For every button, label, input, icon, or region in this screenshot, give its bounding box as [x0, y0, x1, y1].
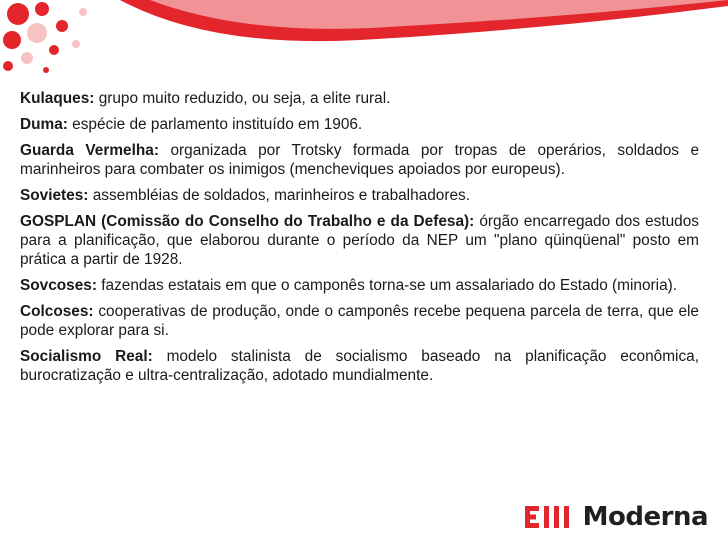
- term: Kulaques:: [20, 90, 95, 107]
- decor-circle: [27, 23, 47, 43]
- decor-circle: [49, 45, 59, 55]
- glossary-entry-duma: [20, 115, 699, 134]
- term: Colcoses:: [20, 303, 94, 320]
- decor-circle: [21, 52, 33, 64]
- decor-circle: [79, 8, 87, 16]
- decor-circle: [35, 2, 49, 16]
- definition: cooperativas de produção, onde o camponês recebe pequena parcela de terra, que ele pode explorar para si.: [20, 303, 699, 339]
- term: GOSPLAN (Comissão do Conselho do Trabalho e da Defesa):: [20, 213, 475, 230]
- glossary-entry-gosplan: [20, 212, 699, 269]
- logo-wordmark: Moderna: [582, 502, 708, 532]
- moderna-logo: [525, 502, 708, 532]
- term: Guarda Vermelha:: [20, 142, 159, 159]
- glossary-entry-sovcoses: [20, 276, 699, 295]
- glossary: [20, 89, 699, 392]
- glossary-entry-guarda-vermelha: [20, 141, 699, 179]
- definition: fazendas estatais em que o camponês torna-se um assalariado do Estado (minoria).: [101, 277, 678, 294]
- term: Socialismo Real:: [20, 348, 153, 365]
- term: Duma:: [20, 116, 68, 133]
- glossary-entry-colcoses: [20, 302, 699, 340]
- definition: assembléias de soldados, marinheiros e trabalhadores.: [92, 187, 470, 204]
- decor-circle: [7, 3, 29, 25]
- definition: órgão encarregado dos estudos para a planificação, que elaborou durante o período da NEP um "plano qüinqüenal" posto em prática a partir de 1928.: [20, 213, 699, 268]
- term: Sovietes:: [20, 187, 89, 204]
- header-decoration: [0, 0, 728, 80]
- definition: espécie de parlamento instituído em 1906.: [72, 116, 363, 133]
- decor-circle: [43, 67, 49, 73]
- term: Sovcoses:: [20, 277, 97, 294]
- decor-circle: [3, 61, 13, 71]
- glossary-entry-socialismo-real: [20, 347, 699, 385]
- definition: organizada por Trotsky formada por tropas de operários, soldados e marinheiros para combater os inimigos (mencheviques apoiados por europeus).: [20, 142, 700, 178]
- definition: grupo muito reduzido, ou seja, a elite rural.: [98, 90, 391, 107]
- glossary-entry-kulaques: [20, 89, 699, 108]
- glossary-entry-sovietes: [20, 186, 699, 205]
- definition: modelo stalinista de socialismo baseado na planificação econômica, burocratização e ultra-centralização, adotado mundialmente.: [20, 348, 700, 384]
- moderna-logo-mark-icon: [525, 506, 577, 528]
- decor-circle: [72, 40, 80, 48]
- decor-circle: [56, 20, 68, 32]
- decor-circle: [3, 31, 21, 49]
